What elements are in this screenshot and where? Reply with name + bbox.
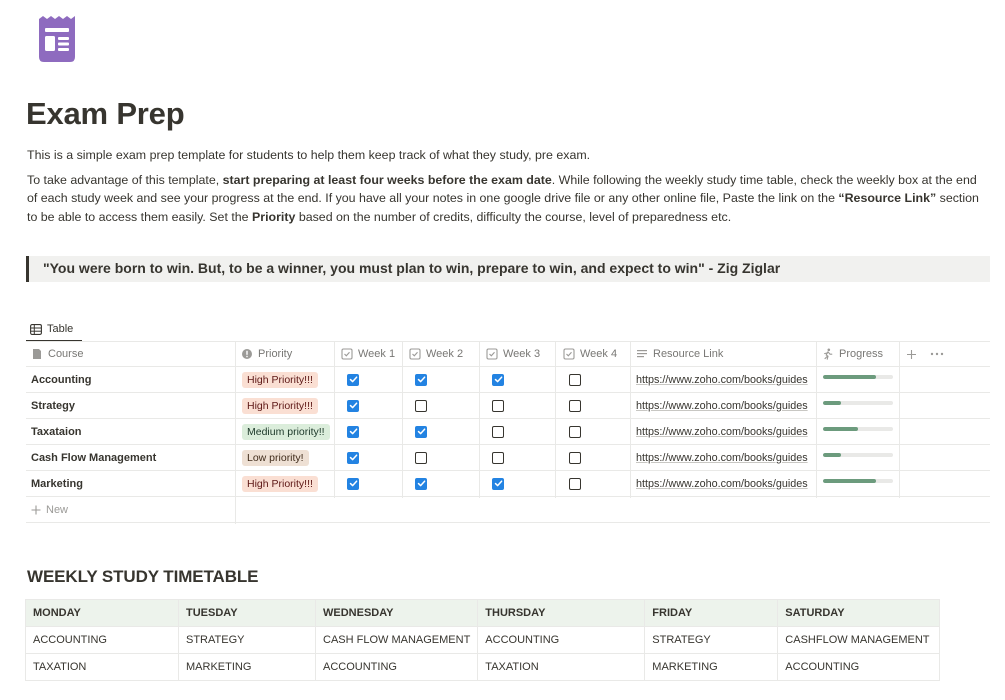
week3-cell xyxy=(486,367,556,392)
timetable-cell[interactable]: CASH FLOW MANAGEMENT xyxy=(316,627,478,654)
timetable-cell[interactable]: ACCOUNTING xyxy=(26,627,179,654)
instructions-part: section to be able to access them easily. Set the xyxy=(27,191,979,224)
resource-link-cell xyxy=(636,367,816,392)
column-label: Priority xyxy=(258,348,293,360)
course-name: Accounting xyxy=(31,373,92,386)
table-icon xyxy=(30,324,42,335)
timetable-cell[interactable]: ACCOUNTING xyxy=(316,654,478,681)
progress-bar xyxy=(823,479,893,483)
week4-checkbox[interactable] xyxy=(569,400,581,412)
more-icon xyxy=(930,352,944,356)
progress-bar xyxy=(823,453,893,457)
column-header-course[interactable] xyxy=(31,342,235,366)
page-title: Exam Prep xyxy=(26,96,185,131)
week1-checkbox[interactable] xyxy=(347,400,359,412)
progress-fill xyxy=(823,401,841,405)
column-header-week1[interactable] xyxy=(341,342,403,366)
course-cell[interactable] xyxy=(31,419,235,444)
new-row-button[interactable] xyxy=(26,497,990,523)
resource-link[interactable]: https://www.zoho.com/books/guides xyxy=(636,399,808,412)
resource-link[interactable]: https://www.zoho.com/books/guides xyxy=(636,451,808,464)
week3-checkbox[interactable] xyxy=(492,478,504,490)
checkbox-icon xyxy=(486,348,498,360)
week1-checkbox[interactable] xyxy=(347,374,359,386)
priority-cell[interactable] xyxy=(242,471,337,496)
quote-text: "You were born to win. But, to be a winner, you must plan to win, prepare to win, and expect to win" - Zig Ziglar xyxy=(43,260,781,276)
week2-checkbox[interactable] xyxy=(415,452,427,464)
new-row-label: New xyxy=(46,503,69,516)
day-header: WEDNESDAY xyxy=(316,600,478,627)
column-header-resource-link[interactable] xyxy=(636,342,816,366)
column-header-priority[interactable] xyxy=(241,342,336,366)
week3-checkbox[interactable] xyxy=(492,400,504,412)
progress-bar xyxy=(823,375,893,379)
timetable-body xyxy=(26,600,940,681)
resource-link-cell xyxy=(636,419,816,444)
resource-link-cell xyxy=(636,393,816,418)
priority-tag: High Priority!!! xyxy=(242,372,318,388)
day-header: MONDAY xyxy=(26,600,179,627)
table-row[interactable] xyxy=(26,471,990,497)
resource-link-cell xyxy=(636,445,816,470)
column-label: Course xyxy=(48,348,84,360)
resource-link[interactable]: https://www.zoho.com/books/guides xyxy=(636,477,808,490)
week4-checkbox[interactable] xyxy=(569,374,581,386)
progress-fill xyxy=(823,427,858,431)
week1-checkbox[interactable] xyxy=(347,478,359,490)
timetable-cell[interactable]: ACCOUNTING xyxy=(478,627,645,654)
week3-checkbox[interactable] xyxy=(492,452,504,464)
column-label: Week 4 xyxy=(580,348,618,360)
table-row[interactable] xyxy=(26,393,990,419)
checkbox-icon xyxy=(409,348,421,360)
priority-cell[interactable] xyxy=(242,419,337,444)
timetable-cell[interactable]: ACCOUNTING xyxy=(778,654,940,681)
week4-cell xyxy=(563,419,631,444)
timetable xyxy=(25,599,940,681)
day-header: FRIDAY xyxy=(645,600,778,627)
course-cell[interactable] xyxy=(31,445,235,470)
timetable-cell[interactable]: TAXATION xyxy=(26,654,179,681)
week4-cell xyxy=(563,471,631,496)
tab-table-view[interactable] xyxy=(30,317,73,341)
progress-bar xyxy=(823,427,893,431)
more-options-button[interactable] xyxy=(930,342,948,366)
text-icon xyxy=(636,348,648,360)
table-row[interactable] xyxy=(26,419,990,445)
week1-cell xyxy=(341,419,403,444)
priority-tag: Medium priority!! xyxy=(242,424,330,440)
tab-label: Table xyxy=(47,323,74,335)
week2-cell xyxy=(409,419,480,444)
priority-tag: Low priority! xyxy=(242,450,309,466)
week1-checkbox[interactable] xyxy=(347,452,359,464)
week4-cell xyxy=(563,393,631,418)
course-name: Marketing xyxy=(31,477,83,490)
priority-tag: High Priority!!! xyxy=(242,398,318,414)
week3-cell xyxy=(486,419,556,444)
table-header-row xyxy=(26,342,990,367)
column-header-week2[interactable] xyxy=(409,342,480,366)
priority-cell[interactable] xyxy=(242,445,337,470)
instructions-text xyxy=(27,171,982,226)
week1-checkbox[interactable] xyxy=(347,426,359,438)
timetable-row xyxy=(26,627,940,654)
week4-checkbox[interactable] xyxy=(569,426,581,438)
course-database xyxy=(26,342,990,523)
progress-cell xyxy=(822,419,898,444)
timetable-cell[interactable]: STRATEGY xyxy=(645,627,778,654)
day-header: TUESDAY xyxy=(179,600,316,627)
day-header: SATURDAY xyxy=(778,600,940,627)
resource-link-cell xyxy=(636,471,816,496)
progress-fill xyxy=(823,375,876,379)
timetable-row xyxy=(26,654,940,681)
timetable-cell[interactable]: MARKETING xyxy=(645,654,778,681)
running-person-icon xyxy=(822,348,834,360)
column-label: Week 1 xyxy=(358,348,396,360)
column-header-progress[interactable] xyxy=(822,342,898,366)
table-body xyxy=(26,367,990,497)
new-row-label-wrap xyxy=(31,497,68,522)
week2-cell xyxy=(409,471,480,496)
week1-cell xyxy=(341,445,403,470)
add-property-button[interactable] xyxy=(906,342,920,366)
week3-cell xyxy=(486,445,556,470)
progress-fill xyxy=(823,453,841,457)
priority-tag: High Priority!!! xyxy=(242,476,318,492)
progress-cell xyxy=(822,393,898,418)
plus-icon xyxy=(906,349,917,360)
column-label: Resource Link xyxy=(653,348,724,360)
table-row[interactable] xyxy=(26,445,990,471)
week3-cell xyxy=(486,471,556,496)
page-icon xyxy=(31,348,43,360)
priority-cell[interactable] xyxy=(242,393,337,418)
progress-bar xyxy=(823,401,893,405)
course-name: Taxataion xyxy=(31,425,82,438)
week3-checkbox[interactable] xyxy=(492,374,504,386)
week3-cell xyxy=(486,393,556,418)
day-header: THURSDAY xyxy=(478,600,645,627)
week2-checkbox[interactable] xyxy=(415,374,427,386)
week1-cell xyxy=(341,367,403,392)
resource-link[interactable]: https://www.zoho.com/books/guides xyxy=(636,373,808,386)
course-cell[interactable] xyxy=(31,393,235,418)
priority-cell[interactable] xyxy=(242,367,337,392)
plus-icon xyxy=(31,505,41,515)
instructions-part: based on the number of credits, difficulty the course, level of preparedness etc. xyxy=(295,209,732,224)
progress-cell xyxy=(822,471,898,496)
week3-checkbox[interactable] xyxy=(492,426,504,438)
column-label: Week 2 xyxy=(426,348,464,360)
timetable-cell[interactable]: STRATEGY xyxy=(179,627,316,654)
timetable-cell[interactable]: TAXATION xyxy=(478,654,645,681)
course-name: Strategy xyxy=(31,399,76,412)
status-icon xyxy=(241,348,253,360)
table-row[interactable] xyxy=(26,367,990,393)
instructions-bold: Priority xyxy=(252,209,296,224)
week2-checkbox[interactable] xyxy=(415,426,427,438)
timetable-cell[interactable]: MARKETING xyxy=(179,654,316,681)
week4-checkbox[interactable] xyxy=(569,478,581,490)
week1-cell xyxy=(341,471,403,496)
week4-checkbox[interactable] xyxy=(569,452,581,464)
week2-checkbox[interactable] xyxy=(415,400,427,412)
course-cell[interactable] xyxy=(31,471,235,496)
instructions-bold: “Resource Link” xyxy=(838,191,937,206)
timetable-title: WEEKLY STUDY TIMETABLE xyxy=(27,567,259,586)
course-cell[interactable] xyxy=(31,367,235,392)
progress-cell xyxy=(822,445,898,470)
timetable-cell[interactable]: CASHFLOW MANAGEMENT xyxy=(778,627,940,654)
intro-text: This is a simple exam prep template for students to help them keep track of what they study, pre exam. xyxy=(27,148,591,162)
checkbox-icon xyxy=(563,348,575,360)
week1-cell xyxy=(341,393,403,418)
week2-checkbox[interactable] xyxy=(415,478,427,490)
week4-cell xyxy=(563,367,631,392)
course-name: Cash Flow Management xyxy=(31,451,157,464)
progress-cell xyxy=(822,367,898,392)
column-label: Week 3 xyxy=(503,348,541,360)
week2-cell xyxy=(409,367,480,392)
week4-cell xyxy=(563,445,631,470)
column-header-week4[interactable] xyxy=(563,342,631,366)
column-header-week3[interactable] xyxy=(486,342,556,366)
resource-link[interactable]: https://www.zoho.com/books/guides xyxy=(636,425,808,438)
instructions-bold: start preparing at least four weeks before the exam date xyxy=(222,173,552,187)
column-label: Progress xyxy=(839,348,884,360)
instructions-part: . While following the weekly study time table, check the weekly box at the end of each study week and see your progress at the end. If you have all your notes in one google drive file or any other online file, Paste the link on the xyxy=(27,173,977,206)
week2-cell xyxy=(409,393,480,418)
timetable-header-row xyxy=(26,600,940,627)
progress-fill xyxy=(823,479,876,483)
week2-cell xyxy=(409,445,480,470)
checkbox-icon xyxy=(341,348,353,360)
instructions-part: To take advantage of this template, xyxy=(27,173,223,187)
notepad-icon[interactable] xyxy=(33,15,81,63)
quote-block xyxy=(26,256,990,282)
